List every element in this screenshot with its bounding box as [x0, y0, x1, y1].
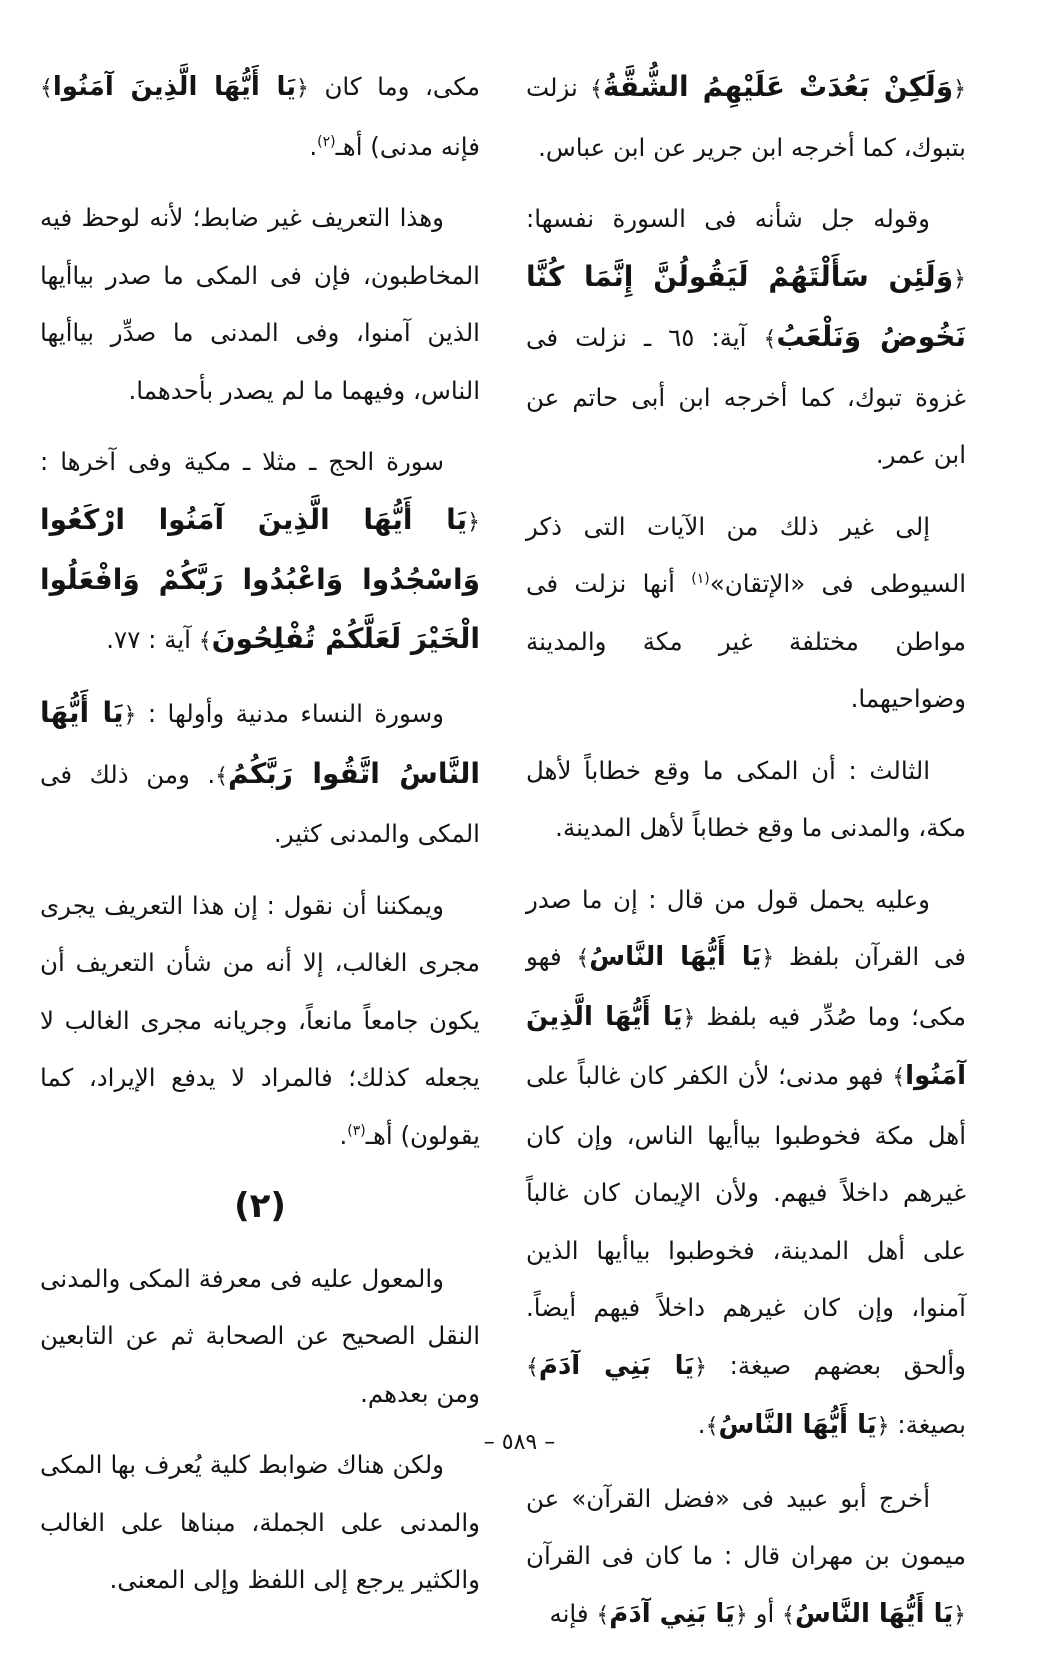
body-text: نزلت بتبوك، كما أخرجه ابن جرير عن ابن عباس.	[526, 73, 966, 162]
body-text: ويمكننا أن نقول : إن هذا التعريف يجرى مجرى الغالب، إلا أنه من شأن التعريف أن يكون جامعاً مانعاً، وجريانه مجرى الغالب لا يجعله كذلك؛ فالمراد لا يدفع الإيراد، كما يقولون) أهـ	[40, 890, 480, 1150]
body-text: آية: ٦٥ ـ نزلت فى غزوة تبوك، كما أخرجه ابن أبى حاتم عن ابن عمر.	[526, 323, 966, 469]
quran-quote: يَا أَيُّهَا النَّاسُ	[794, 1598, 954, 1629]
paragraph: وسورة النساء مدنية وأولها : ﴿يَا أَيُّهَا النَّاسُ اتَّقُوا رَبَّكُمُ﴾. ومن ذلك فى المكى والمدنى كثير.	[40, 696, 480, 848]
body-text: الثالث : أن المكى ما وقع خطاباً لأهل مكة، والمدنى ما وقع خطاباً لأهل المدينة.	[526, 755, 966, 842]
body-text: أخرج أبو عبيد فى «فضل القرآن» عن ميمون بن مهران قال : ما كان فى القرآن	[526, 1483, 966, 1570]
footnote-marker: (٢)	[317, 133, 336, 150]
paragraph: وعليه يحمل قول من قال : إن ما صدر فى القرآن بلفظ ﴿يَا أَيُّهَا النَّاسُ﴾ فهو مكى؛ وما صُدِّر فيه بلفظ ﴿يَا أَيُّهَا الَّذِينَ آمَنُوا﴾ فهو مدنى؛ لأن الكفر كان غالباً على أهل مكة فخوطبوا بياأيها الناس، وإن كان غيرهم داخلاً فيهم. ولأن الإيمان كان غالباً على أهل المدينة، فخوطبوا بياأيها الذين آمنوا، وإن كان غيرهم داخلاً فيهم أيضاً. وألحق بعضهم صيغة: ﴿يَا بَنِي آدَمَ﴾ بصيغة: ﴿يَا أَيُّهَا النَّاسُ﴾.	[526, 884, 966, 1440]
body-text: مكى، وما كان	[324, 72, 480, 101]
paragraph	[526, 498, 966, 728]
quran-quote: يَا أَيُّهَا النَّاسُ	[589, 942, 762, 972]
body-text: . ومن ذلك فى المكى والمدنى كثير.	[40, 759, 480, 848]
paragraph: أخرج أبو عبيد فى «فضل القرآن» عن ميمون بن مهران قال : ما كان فى القرآن ﴿يَا أَيُّهَا النَّاسُ﴾ أو ﴿يَا بَنِي آدَمَ﴾ فإنه	[526, 1483, 966, 1629]
paragraph: سورة الحج ـ مثلا ـ مكية وفى آخرها : ﴿يَا أَيُّهَا الَّذِينَ آمَنُوا ارْكَعُوا وَاسْجُدُوا وَاعْبُدُوا رَبَّكُمْ وَافْعَلُوا الْخَيْرَ لَعَلَّكُمْ تُفْلِحُونَ﴾ آية : ٧٧.	[40, 447, 480, 655]
paragraph: ﴿وَلَكِنْ بَعُدَتْ عَلَيْهِمُ الشُّقَّةُ﴾ نزلت بتبوك، كما أخرجه ابن جرير عن ابن عباس.	[526, 70, 966, 162]
body-text: فإنه	[549, 1598, 589, 1628]
body-text: وسورة النساء مدنية وأولها :	[147, 699, 444, 728]
body-text: والمعول عليه فى معرفة المكى والمدنى النقل الصحيح عن الصحابة ثم عن التابعين ومن بعدهم.	[40, 1263, 480, 1408]
quran-quote: يَا أَيُّهَا الَّذِينَ آمَنُوا ارْكَعُوا وَاسْجُدُوا وَاعْبُدُوا رَبَّكُمْ وَافْعَلُوا الْخَيْرَ لَعَلَّكُمْ تُفْلِحُونَ	[40, 502, 480, 655]
paragraph	[526, 742, 966, 857]
paragraph	[40, 1250, 480, 1423]
quran-quote: يَا بَنِي آدَمَ	[609, 1598, 735, 1629]
paragraph	[40, 1436, 480, 1609]
quran-quote: يَا أَيُّهَا النَّاسُ	[718, 1410, 877, 1440]
footnote-marker: (٣)	[347, 1122, 366, 1139]
body-text: وعليه يحمل قول من قال : إن ما صدر فى القرآن بلفظ	[526, 884, 966, 971]
right-column	[526, 58, 966, 1658]
body-text: وقوله جل شأنه فى السورة نفسها:	[526, 204, 930, 233]
body-text: أو	[755, 1598, 775, 1628]
body-text: آية : ٧٧.	[106, 624, 191, 654]
quran-quote: وَلَئِن سَأَلْتَهُمْ لَيَقُولُنَّ إِنَّمَا كُنَّا نَخُوضُ وَنَلْعَبُ	[526, 259, 966, 353]
page-number: – ٥٨٩ –	[483, 1430, 556, 1455]
quran-quote: يَا أَيُّهَا الَّذِينَ آمَنُوا	[52, 72, 297, 102]
body-text: فهو مدنى؛ لأن الكفر كان غالباً على أهل مكة فخوطبوا بياأيها الناس، وإن كان غيرهم داخلاً فيهم. ولأن الإيمان كان غالباً على أهل المدينة، فخوطبوا بياأيها الذين آمنوا، وإن كان غيرهم داخلاً فيهم أيضاً. وألحق بعضهم صيغة:	[526, 1061, 966, 1380]
paragraph: ويمكننا أن نقول : إن هذا التعريف يجرى مجرى الغالب، إلا أنه من شأن التعريف أن يكون جامعاً مانعاً، وجريانه مجرى الغالب لا يجعله كذلك؛ فالمراد لا يدفع الإيراد، كما يقولون) أهـ$^{(٣)}$.	[40, 890, 480, 1150]
section-number: (٢)	[234, 1186, 286, 1226]
left-column	[40, 58, 480, 1623]
body-text: سورة الحج ـ مثلا ـ مكية وفى آخرها :	[40, 447, 444, 476]
body-text: فإنه مدنى) أهـ	[335, 131, 480, 161]
body-text: بصيغة:	[897, 1410, 966, 1439]
quran-quote: يَا أَيُّهَا الَّذِينَ آمَنُوا	[526, 1001, 966, 1091]
quran-quote: يَا بَنِي آدَمَ	[538, 1350, 695, 1381]
paragraph: وقوله جل شأنه فى السورة نفسها: ﴿وَلَئِن سَأَلْتَهُمْ لَيَقُولُنَّ إِنَّمَا كُنَّا نَخُوضُ وَنَلْعَبُ﴾ آية: ٦٥ ـ نزلت فى غزوة تبوك، كما أخرجه ابن أبى حاتم عن ابن عمر.	[526, 204, 966, 469]
footnote-marker: (١)	[691, 570, 710, 587]
body-text: أنها نزلت فى مواطن مختلفة غير مكة والمدينة وضواحيهما.	[526, 569, 966, 713]
paragraph	[40, 189, 480, 419]
body-text: ولكن هناك ضوابط كلية يُعرف بها المكى والمدنى على الجملة، مبناها على الغالب والكثير يرجع إلى اللفظ وإلى المعنى.	[40, 1450, 480, 1594]
body-text: إلى غير ذلك من الآيات التى ذكر السيوطى فى «الإتقان»	[526, 511, 967, 598]
paragraph: مكى، وما كان ﴿يَا أَيُّهَا الَّذِينَ آمَنُوا﴾ فإنه مدنى) أهـ$^{(٢)}$.	[40, 72, 480, 161]
body-text: وهذا التعريف غير ضابط؛ لأنه لوحظ فيه المخاطبون، فإن فى المكى ما صدر بياأيها الذين آمنوا، وفى المدنى ما صدِّر بياأيها الناس، وفيهما ما لم يصدر بأحدهما.	[40, 203, 480, 405]
quran-quote: يَا أَيُّهَا النَّاسُ اتَّقُوا رَبَّكُمُ	[40, 696, 480, 790]
body-text: فهو مكى؛ وما صُدِّر فيه بلفظ	[526, 942, 966, 1031]
quran-quote: وَلَكِنْ بَعُدَتْ عَلَيْهِمُ الشُّقَّةُ	[602, 70, 954, 103]
